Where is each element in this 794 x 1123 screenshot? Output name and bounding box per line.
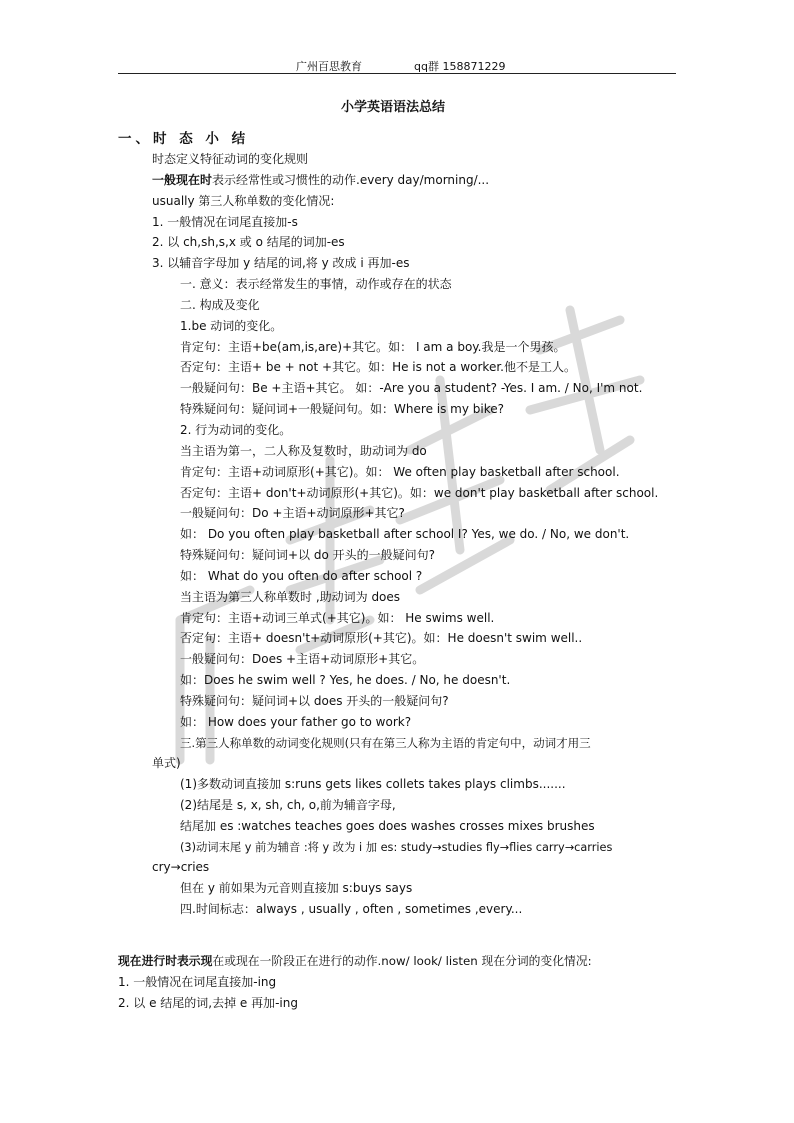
text-line: 四.时间标志：always , usually , often , sometimes ,every... <box>180 902 523 916</box>
page-header <box>118 56 676 74</box>
text-line: 否定句：主语+ doesn't+动词原形(+其它)。如：He doesn't swim well.. <box>180 631 583 645</box>
text-line: 1. 一般情况在词尾直接加-ing <box>118 975 277 989</box>
text-line: 时态定义特征动词的变化规则 <box>152 152 309 166</box>
text-line: 单式) <box>152 756 181 770</box>
text-line: 二. 构成及变化 <box>180 298 260 312</box>
text-line: (2)结尾是 s, x, sh, ch, o,前为辅音字母, <box>180 798 396 812</box>
header-org: 广州百思教育 <box>296 60 362 73</box>
text-line: 2. 以 e 结尾的词,去掉 e 再加-ing <box>118 996 298 1010</box>
term-bold: 一般现在时 <box>152 173 213 187</box>
text-line: cry→cries <box>152 860 210 874</box>
document-title: 小学英语语法总结 <box>341 100 446 115</box>
text-span: 表示经常性或习惯性的动作.every day/morning/... <box>212 173 490 187</box>
text-line: 三.第三人称单数的动词变化规则(只有在第三人称为主语的肯定句中，动词才用三 <box>180 736 591 750</box>
header-qq: qq群 158871229 <box>414 60 506 73</box>
text-line: 如： Do you often play basketball after school I? Yes, we do. / No, we don't. <box>180 527 630 541</box>
text-line: 特殊疑问句：疑问词+以 do 开头的一般疑问句? <box>180 548 436 562</box>
text-line: 特殊疑问句：疑问词+以 does 开头的一般疑问句? <box>180 694 449 708</box>
text-line: 肯定句：主语+动词原形(+其它)。如： We often play basketball after school. <box>180 465 620 479</box>
text-line: 1.be 动词的变化。 <box>180 319 283 333</box>
text-line <box>152 173 489 188</box>
text-line: 肯定句：主语+be(am,is,are)+其它。如： I am a boy.我是一个男孩。 <box>180 340 566 354</box>
text-line: 否定句：主语+ don't+动词原形(+其它)。如：we don't play basketball after school. <box>180 486 659 500</box>
text-line: 当主语为第三人称单数时 ,助动词为 does <box>180 590 401 604</box>
text-line: 一. 意义：表示经常发生的事情，动作或存在的状态 <box>180 277 452 291</box>
text-line: 如： How does your father go to work? <box>180 715 412 729</box>
text-line: 肯定句：主语+动词三单式(+其它)。如： He swims well. <box>180 611 495 625</box>
text-line: 一般疑问句：Does +主语+动词原形+其它。 <box>180 652 425 666</box>
text-span: 在或现在一阶段正在进行的动作.now/ look/ listen 现在分词的变化情况: <box>212 954 592 968</box>
text-line: 3. 以辅音字母加 y 结尾的词,将 y 改成 i 再加-es <box>152 256 410 270</box>
text-line: 1. 一般情况在词尾直接加-s <box>152 215 298 229</box>
text-line: 2. 行为动词的变化。 <box>180 423 292 437</box>
text-line: 如： What do you often do after school ? <box>180 569 423 583</box>
text-line <box>118 954 592 969</box>
text-line: (3)动词末尾 y 前为辅音 :将 y 改为 i 加 es: study→studies fly→flies carry→carries <box>180 841 613 854</box>
text-line: 结尾加 es :watches teaches goes does washes crosses mixes brushes <box>180 819 595 833</box>
text-line: 2. 以 ch,sh,s,x 或 o 结尾的词加-es <box>152 235 345 249</box>
section-heading: 一、时 态 小 结 <box>118 131 250 147</box>
text-line: 一般疑问句：Do +主语+动词原形+其它? <box>180 506 405 520</box>
text-line: 特殊疑问句：疑问词+一般疑问句。如：Where is my bike? <box>180 402 505 416</box>
text-line: 当主语为第一，二人称及复数时，助动词为 do <box>180 444 427 458</box>
text-line: usually 第三人称单数的变化情况: <box>152 194 335 208</box>
term-bold: 现在进行时表示现 <box>118 954 213 968</box>
text-line: 一般疑问句：Be +主语+其它。 如：-Are you a student? -Yes. I am. / No, I'm not. <box>180 381 643 395</box>
text-line: 但在 y 前如果为元音则直接加 s:buys says <box>180 881 413 895</box>
text-line: 否定句：主语+ be + not +其它。如：He is not a worker.他不是工人。 <box>180 360 576 374</box>
text-line: 如：Does he swim well ? Yes, he does. / No, he doesn't. <box>180 673 511 687</box>
text-line: (1)多数动词直接加 s:runs gets likes collets takes plays climbs....... <box>180 777 566 791</box>
